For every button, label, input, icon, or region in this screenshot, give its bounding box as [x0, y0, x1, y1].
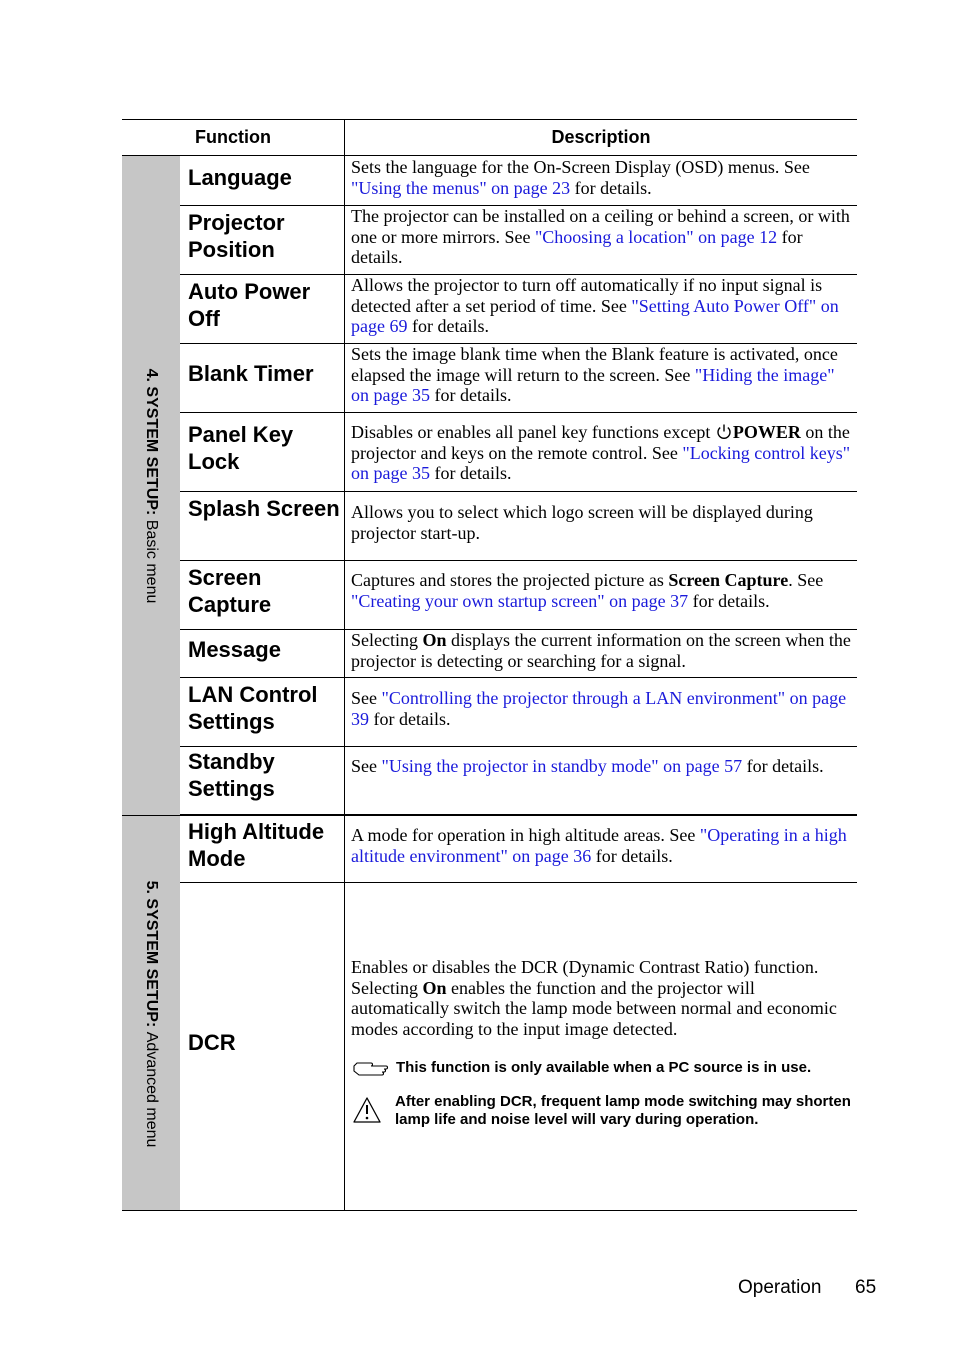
- function-name: Standby Settings: [188, 749, 275, 801]
- table-row: [180, 344, 857, 413]
- table-row: [180, 275, 857, 344]
- group-band-basic: [122, 156, 180, 815]
- power-key-label: POWER: [732, 422, 801, 442]
- column-header-function: Function: [122, 119, 344, 156]
- function-description: Allows the projector to turn off automatically if no input signal is detected after a set period of time. See "Setting Auto Power Off" on page 69 for details.: [351, 275, 839, 336]
- function-description: The projector can be installed on a ceiling or behind a screen, or with one or more mirrors. See "Choosing a location" on page 12 for details.: [351, 206, 850, 267]
- function-description: See "Using the projector in standby mode" on page 57 for details.: [351, 756, 824, 776]
- function-description: Selecting On displays the current information on the screen when the projector is detecting or searching for a signal.: [351, 630, 851, 671]
- function-name: Screen Capture: [188, 565, 272, 617]
- function-name: Language: [188, 165, 292, 190]
- page-number: 65: [855, 1277, 877, 1298]
- table-row: [180, 883, 857, 1211]
- function-description: Disables or enables all panel key functions except POWER on the projector and keys on the remote control. See "Locking control keys" on page 35 for details.: [351, 422, 851, 483]
- cross-reference-link[interactable]: "Operating in a high altitude environment" on page 36: [351, 825, 847, 866]
- group-label-basic: 4. SYSTEM SETUP: Basic menu: [143, 368, 160, 603]
- table-row: [180, 678, 857, 747]
- cross-reference-link[interactable]: "Creating your own startup screen" on page 37: [351, 590, 689, 611]
- function-name: Splash Screen: [188, 496, 340, 521]
- group-band-advanced: [122, 815, 180, 1211]
- table-row: [180, 206, 857, 275]
- column-header-description: Description: [344, 119, 857, 156]
- function-name: DCR: [188, 1030, 236, 1055]
- function-description: Allows you to select which logo screen will be displayed during projector start-up.: [351, 502, 813, 543]
- function-description: Sets the language for the On-Screen Display (OSD) menus. See "Using the menus" on page 23 for details.: [351, 157, 810, 198]
- function-name: LAN Control Settings: [188, 682, 318, 734]
- function-description: A mode for operation in high altitude areas. See "Operating in a high altitude environment" on page 36 for details.: [351, 825, 847, 866]
- cross-reference-link[interactable]: "Hiding the image" on page 35: [351, 364, 835, 405]
- table-row: [180, 413, 857, 492]
- table-bottom-rule: [122, 1210, 180, 1211]
- table-row: [180, 492, 857, 561]
- table-row: [180, 561, 857, 630]
- footer-section: Operation: [738, 1277, 822, 1298]
- cross-reference-link[interactable]: "Controlling the projector through a LAN environment" on page 39: [351, 688, 847, 729]
- hand-pointer-icon: [353, 1058, 389, 1078]
- table-row: [180, 815, 857, 883]
- function-name: Message: [188, 637, 281, 662]
- function-description: See "Controlling the projector through a LAN environment" on page 39 for details.: [351, 688, 847, 729]
- function-name: Projector Position: [188, 210, 285, 262]
- function-name: Panel Key Lock: [188, 422, 294, 474]
- function-description: Captures and stores the projected picture as Screen Capture. See "Creating your own startup screen" on page 37 for details.: [351, 570, 824, 611]
- function-name: Blank Timer: [188, 361, 314, 386]
- function-description: Sets the image blank time when the Blank feature is activated, once elapsed the image will return to the screen. See "Hiding the image" on page 35 for details.: [351, 344, 838, 405]
- note-text: This function is only available when a PC source is in use.: [396, 1059, 812, 1076]
- group-label-advanced: 5. SYSTEM SETUP: Advanced menu: [143, 880, 160, 1147]
- warning-text: After enabling DCR, frequent lamp mode switching may shorten lamp life and noise level will vary during operation.: [395, 1093, 851, 1128]
- warning-triangle-icon: [352, 1096, 382, 1124]
- cross-reference-link[interactable]: "Using the projector in standby mode" on page 57: [381, 756, 743, 776]
- table-row: [180, 747, 857, 815]
- power-icon: [715, 423, 733, 441]
- cross-reference-link[interactable]: "Using the menus" on page 23: [351, 177, 571, 198]
- function-description: Enables or disables the DCR (Dynamic Contrast Ratio) function. Selecting On enables the function and the projector will automatically switch the lamp mode between normal and economic modes according to the input image detected.: [351, 957, 837, 1039]
- function-name: Auto Power Off: [188, 279, 311, 331]
- table-row: [180, 630, 857, 678]
- cross-reference-link[interactable]: "Locking control keys" on page 35: [351, 442, 851, 483]
- cross-reference-link[interactable]: "Setting Auto Power Off" on page 69: [351, 295, 839, 336]
- function-name: High Altitude Mode: [188, 819, 325, 871]
- table-row: [180, 156, 857, 206]
- cross-reference-link[interactable]: "Choosing a location" on page 12: [534, 226, 778, 247]
